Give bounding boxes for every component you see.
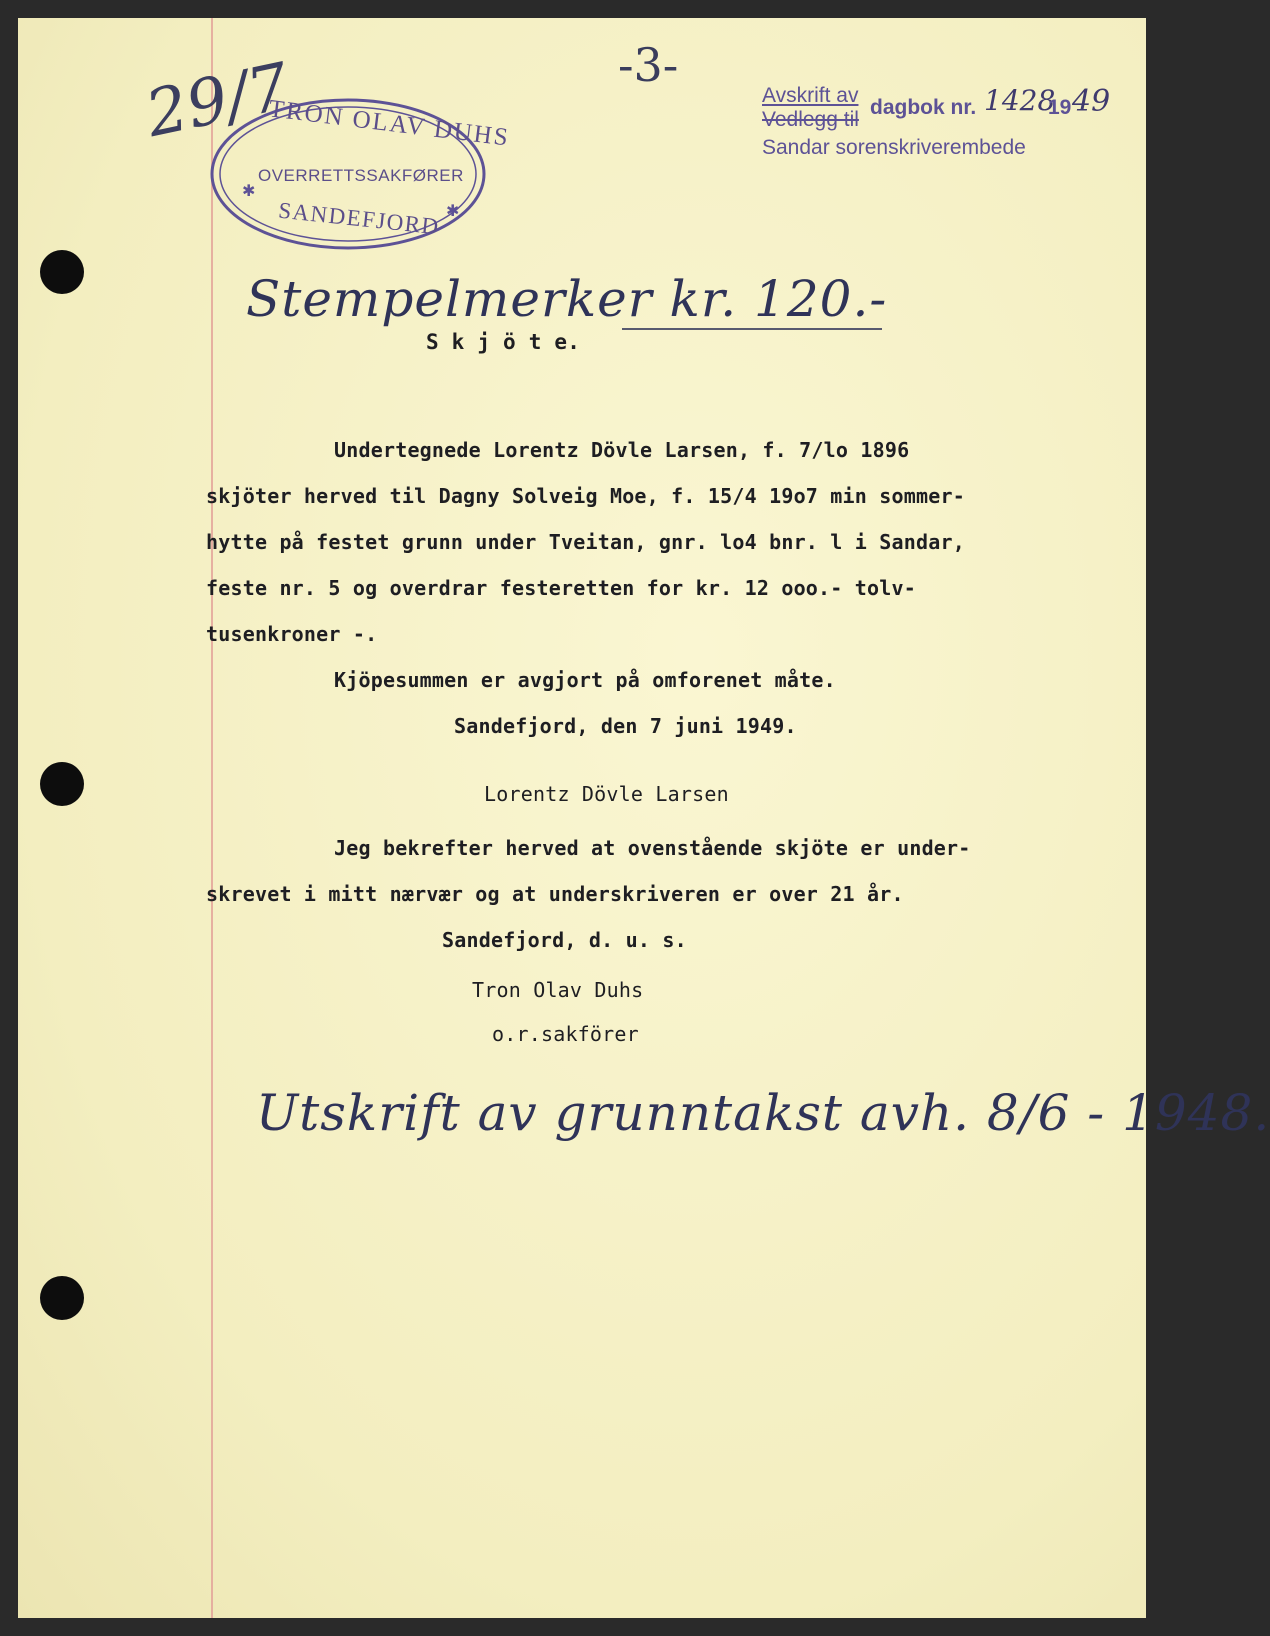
paragraph-line: Jeg bekrefter herved at ovenstående skjöte er under- (334, 836, 971, 860)
paragraph-line: feste nr. 5 og overdrar festeretten for kr. 12 ooo.- tolv- (206, 576, 916, 600)
fee-note: Stempelmerker kr. 120.- (246, 270, 888, 328)
seal-star-icon: ✱ (242, 181, 256, 200)
seller-signature: Lorentz Dövle Larsen (484, 782, 729, 806)
stamp-office: Sandar sorenskriverembede (762, 136, 1026, 159)
fee-underline (622, 328, 882, 330)
margin-note: 29/7 (139, 49, 296, 153)
stamp-journal-label: dagbok nr. (870, 96, 977, 119)
place-date: Sandefjord, den 7 juni 1949. (454, 714, 797, 738)
document-page (18, 18, 1270, 1618)
punch-hole (40, 762, 84, 806)
seal-bottom-text: SANDEFJORD (277, 197, 441, 240)
journal-number: 1428 (984, 84, 1056, 117)
place-date-2: Sandefjord, d. u. s. (442, 928, 687, 952)
paragraph-line: skjöter herved til Dagny Solveig Moe, f. 15/4 19o7 min sommer- (206, 484, 965, 508)
punch-hole (40, 250, 84, 294)
witness-name: Tron Olav Duhs (472, 978, 644, 1002)
stamp-printed-text: Avskrift av (762, 84, 859, 107)
punch-hole (40, 1276, 84, 1320)
lawyer-seal (198, 88, 512, 258)
paragraph-line: hytte på festet grunn under Tveitan, gnr. lo4 bnr. l i Sandar, (206, 530, 965, 554)
bottom-note: Utskrift av grunntakst avh. 8/6 - 1948. (256, 1084, 1270, 1142)
paragraph-line: skrevet i mitt nærvær og at underskriveren er over 21 år. (206, 882, 904, 906)
seal-top-text: TRON OLAV DUHS (267, 95, 512, 152)
stamp-year-printed: 19 (1048, 96, 1072, 119)
seal-middle-text: OVERRETTSSAKFØRER (258, 166, 464, 185)
page-number: -3- (618, 38, 679, 92)
paragraph-line: tusenkroner -. (206, 622, 378, 646)
witness-title: o.r.sakförer (492, 1022, 639, 1046)
paragraph-line: Undertegnede Lorentz Dövle Larsen, f. 7/lo 1896 (334, 438, 910, 462)
seal-star-icon: ✱ (446, 201, 460, 220)
price-line: Kjöpesummen er avgjort på omforenet måte. (334, 668, 836, 692)
stamp-year-hand: 49 (1072, 84, 1111, 119)
stamp-struck-text: Vedlegg til (762, 108, 859, 131)
document-title: S k j ö t e. (426, 330, 581, 354)
